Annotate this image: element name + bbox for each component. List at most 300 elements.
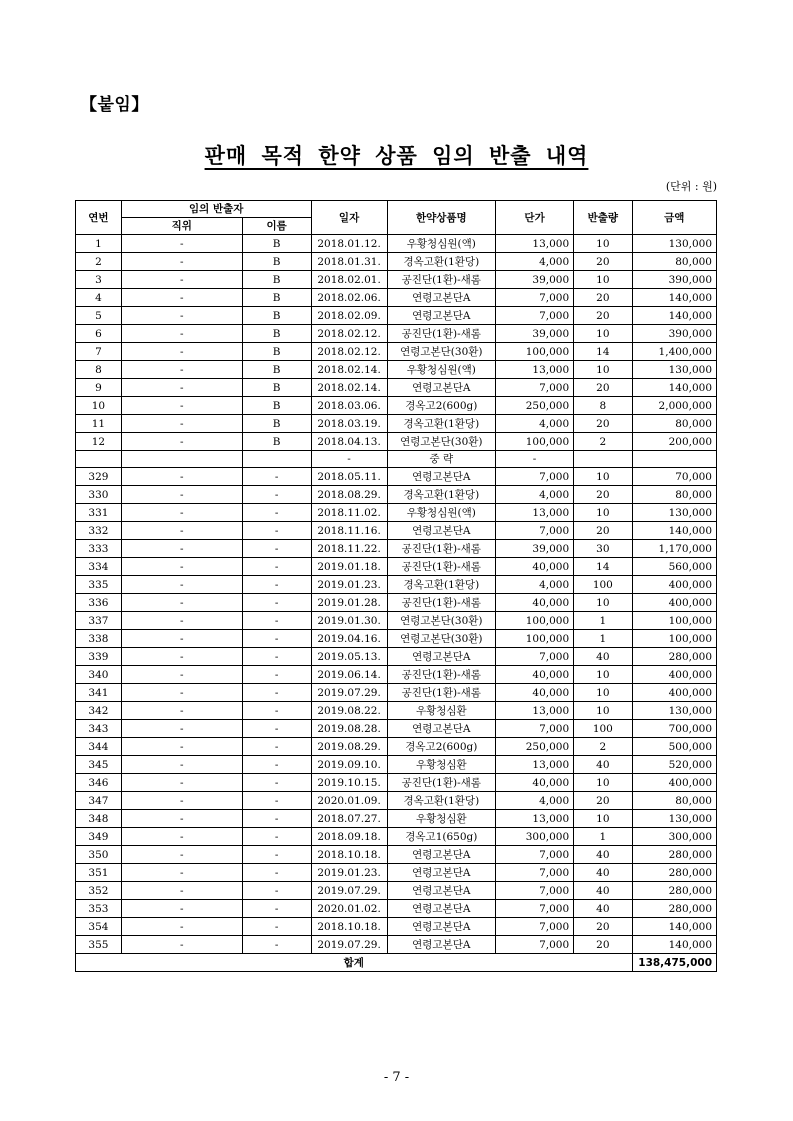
- row-position: -: [121, 900, 242, 918]
- row-unit-price: 100,000: [496, 343, 574, 361]
- row-unit-price: 4,000: [496, 576, 574, 594]
- row-product: 연령고본단A: [387, 882, 495, 900]
- row-quantity: 20: [574, 522, 632, 540]
- table-row: [76, 576, 717, 594]
- row-quantity: 10: [574, 594, 632, 612]
- row-position: -: [121, 774, 242, 792]
- table-row: [76, 468, 717, 486]
- table-row: [76, 612, 717, 630]
- row-date: 2018.11.16.: [311, 522, 387, 540]
- row-product: 경옥고2(600g): [387, 738, 495, 756]
- row-product: 경옥고환(1환당): [387, 576, 495, 594]
- row-name: -: [242, 666, 311, 684]
- row-amount: 130,000: [632, 361, 716, 379]
- gap-unit-price: -: [496, 451, 574, 468]
- row-name: B: [242, 343, 311, 361]
- row-unit-price: 40,000: [496, 684, 574, 702]
- row-position: -: [121, 397, 242, 415]
- row-unit-price: 40,000: [496, 558, 574, 576]
- row-position: -: [121, 828, 242, 846]
- row-position: -: [121, 361, 242, 379]
- table-row: [76, 540, 717, 558]
- row-amount: 70,000: [632, 468, 716, 486]
- row-product: 연령고본단A: [387, 846, 495, 864]
- row-quantity: 10: [574, 325, 632, 343]
- row-position: -: [121, 325, 242, 343]
- row-serial: 350: [76, 846, 122, 864]
- row-date: 2019.07.29.: [311, 882, 387, 900]
- row-quantity: 100: [574, 576, 632, 594]
- table-row: [76, 792, 717, 810]
- row-unit-price: 40,000: [496, 594, 574, 612]
- row-name: -: [242, 468, 311, 486]
- row-serial: 343: [76, 720, 122, 738]
- row-name: B: [242, 253, 311, 271]
- row-name: -: [242, 540, 311, 558]
- row-quantity: 40: [574, 846, 632, 864]
- row-product: 우황청심원(액): [387, 361, 495, 379]
- row-date: 2018.10.18.: [311, 918, 387, 936]
- table-row: [76, 379, 717, 397]
- row-date: 2018.07.27.: [311, 810, 387, 828]
- gap-date: -: [311, 451, 387, 468]
- row-position: -: [121, 486, 242, 504]
- row-serial: 348: [76, 810, 122, 828]
- table-row: [76, 702, 717, 720]
- row-position: -: [121, 576, 242, 594]
- row-product: 경옥고2(600g): [387, 397, 495, 415]
- row-name: -: [242, 882, 311, 900]
- row-serial: 353: [76, 900, 122, 918]
- row-unit-price: 7,000: [496, 522, 574, 540]
- row-name: -: [242, 486, 311, 504]
- row-serial: 1: [76, 235, 122, 253]
- row-name: -: [242, 702, 311, 720]
- row-serial: 6: [76, 325, 122, 343]
- row-name: -: [242, 630, 311, 648]
- row-date: 2018.02.12.: [311, 325, 387, 343]
- row-product: 연령고본단A: [387, 379, 495, 397]
- row-serial: 336: [76, 594, 122, 612]
- row-unit-price: 300,000: [496, 828, 574, 846]
- row-serial: 4: [76, 289, 122, 307]
- row-name: B: [242, 325, 311, 343]
- row-position: -: [121, 271, 242, 289]
- row-quantity: 40: [574, 864, 632, 882]
- row-date: 2019.04.16.: [311, 630, 387, 648]
- row-date: 2018.10.18.: [311, 846, 387, 864]
- gap-cell: [632, 451, 716, 468]
- row-amount: 400,000: [632, 684, 716, 702]
- row-quantity: 20: [574, 486, 632, 504]
- row-quantity: 20: [574, 379, 632, 397]
- table-row: [76, 558, 717, 576]
- table-row: [76, 307, 717, 325]
- row-name: -: [242, 828, 311, 846]
- row-date: 2019.01.23.: [311, 864, 387, 882]
- row-quantity: 1: [574, 828, 632, 846]
- row-position: -: [121, 343, 242, 361]
- row-serial: 339: [76, 648, 122, 666]
- row-amount: 390,000: [632, 271, 716, 289]
- row-position: -: [121, 522, 242, 540]
- row-date: 2018.02.01.: [311, 271, 387, 289]
- row-name: -: [242, 720, 311, 738]
- row-unit-price: 40,000: [496, 666, 574, 684]
- row-name: -: [242, 810, 311, 828]
- row-amount: 520,000: [632, 756, 716, 774]
- row-unit-price: 4,000: [496, 486, 574, 504]
- row-date: 2018.02.12.: [311, 343, 387, 361]
- row-product: 우황청심원(액): [387, 235, 495, 253]
- row-position: -: [121, 504, 242, 522]
- row-quantity: 1: [574, 612, 632, 630]
- row-position: -: [121, 882, 242, 900]
- header-position: 직위: [121, 218, 242, 235]
- row-position: -: [121, 810, 242, 828]
- row-position: -: [121, 846, 242, 864]
- row-position: -: [121, 702, 242, 720]
- row-quantity: 10: [574, 271, 632, 289]
- row-serial: 333: [76, 540, 122, 558]
- row-product: 연령고본단A: [387, 918, 495, 936]
- row-amount: 200,000: [632, 433, 716, 451]
- row-position: -: [121, 864, 242, 882]
- row-date: 2018.09.18.: [311, 828, 387, 846]
- row-serial: 341: [76, 684, 122, 702]
- row-product: 공진단(1환)-새롬: [387, 666, 495, 684]
- row-product: 경옥고환(1환당): [387, 486, 495, 504]
- row-serial: 344: [76, 738, 122, 756]
- row-name: B: [242, 361, 311, 379]
- table-row: [76, 918, 717, 936]
- row-name: B: [242, 415, 311, 433]
- row-quantity: 20: [574, 289, 632, 307]
- row-product: 연령고본단A: [387, 720, 495, 738]
- header-serial: 연번: [76, 201, 122, 235]
- row-name: -: [242, 648, 311, 666]
- row-position: -: [121, 289, 242, 307]
- row-position: -: [121, 792, 242, 810]
- row-serial: 347: [76, 792, 122, 810]
- table-row: [76, 684, 717, 702]
- table-row: [76, 433, 717, 451]
- row-serial: 331: [76, 504, 122, 522]
- table-row: [76, 504, 717, 522]
- row-quantity: 10: [574, 774, 632, 792]
- row-date: 2018.02.06.: [311, 289, 387, 307]
- row-serial: 349: [76, 828, 122, 846]
- row-date: 2018.01.12.: [311, 235, 387, 253]
- row-product: 우황청심환: [387, 702, 495, 720]
- row-position: -: [121, 415, 242, 433]
- row-date: 2018.11.22.: [311, 540, 387, 558]
- row-amount: 140,000: [632, 918, 716, 936]
- table-body-gap: [76, 451, 717, 468]
- row-quantity: 2: [574, 738, 632, 756]
- row-date: 2019.08.28.: [311, 720, 387, 738]
- row-amount: 1,400,000: [632, 343, 716, 361]
- row-product: 우황청심환: [387, 810, 495, 828]
- row-name: -: [242, 846, 311, 864]
- row-date: 2018.01.31.: [311, 253, 387, 271]
- row-product: 경옥고환(1환당): [387, 415, 495, 433]
- row-position: -: [121, 235, 242, 253]
- row-product: 공진단(1환)-새롬: [387, 540, 495, 558]
- row-unit-price: 7,000: [496, 936, 574, 954]
- row-date: 2018.11.02.: [311, 504, 387, 522]
- row-unit-price: 7,000: [496, 846, 574, 864]
- row-amount: 560,000: [632, 558, 716, 576]
- row-amount: 80,000: [632, 792, 716, 810]
- row-amount: 400,000: [632, 774, 716, 792]
- row-amount: 280,000: [632, 882, 716, 900]
- row-product: 경옥고1(650g): [387, 828, 495, 846]
- row-unit-price: 39,000: [496, 540, 574, 558]
- row-position: -: [121, 468, 242, 486]
- table-row: [76, 828, 717, 846]
- row-unit-price: 7,000: [496, 882, 574, 900]
- table-row: [76, 361, 717, 379]
- row-quantity: 14: [574, 558, 632, 576]
- row-position: -: [121, 756, 242, 774]
- row-unit-price: 100,000: [496, 630, 574, 648]
- row-product: 우황청심환: [387, 756, 495, 774]
- row-serial: 12: [76, 433, 122, 451]
- row-product: 공진단(1환)-새롬: [387, 684, 495, 702]
- row-date: 2019.07.29.: [311, 684, 387, 702]
- row-quantity: 10: [574, 666, 632, 684]
- row-position: -: [121, 379, 242, 397]
- row-amount: 500,000: [632, 738, 716, 756]
- row-serial: 5: [76, 307, 122, 325]
- row-name: -: [242, 684, 311, 702]
- row-unit-price: 100,000: [496, 612, 574, 630]
- row-amount: 2,000,000: [632, 397, 716, 415]
- header-amount: 금액: [632, 201, 716, 235]
- row-serial: 335: [76, 576, 122, 594]
- row-unit-price: 13,000: [496, 810, 574, 828]
- header-exporter-group: 임의 반출자: [121, 201, 311, 218]
- row-serial: 346: [76, 774, 122, 792]
- row-date: 2018.04.13.: [311, 433, 387, 451]
- row-amount: 100,000: [632, 612, 716, 630]
- header-quantity: 반출량: [574, 201, 632, 235]
- row-amount: 280,000: [632, 864, 716, 882]
- export-ledger-table: [75, 200, 717, 972]
- row-serial: 8: [76, 361, 122, 379]
- row-quantity: 40: [574, 882, 632, 900]
- row-serial: 337: [76, 612, 122, 630]
- row-product: 연령고본단A: [387, 864, 495, 882]
- row-quantity: 10: [574, 361, 632, 379]
- row-product: 연령고본단A: [387, 900, 495, 918]
- row-quantity: 20: [574, 415, 632, 433]
- row-quantity: 10: [574, 810, 632, 828]
- table-row: [76, 864, 717, 882]
- row-date: 2019.07.29.: [311, 936, 387, 954]
- row-amount: 140,000: [632, 289, 716, 307]
- row-serial: 330: [76, 486, 122, 504]
- row-unit-price: 7,000: [496, 900, 574, 918]
- row-date: 2018.03.06.: [311, 397, 387, 415]
- row-name: -: [242, 504, 311, 522]
- row-unit-price: 100,000: [496, 433, 574, 451]
- header-name: 이름: [242, 218, 311, 235]
- table-row: [76, 253, 717, 271]
- row-amount: 700,000: [632, 720, 716, 738]
- row-product: 공진단(1환)-새롬: [387, 271, 495, 289]
- row-amount: 130,000: [632, 235, 716, 253]
- row-position: -: [121, 936, 242, 954]
- row-amount: 300,000: [632, 828, 716, 846]
- row-unit-price: 4,000: [496, 792, 574, 810]
- table-row: [76, 343, 717, 361]
- row-quantity: 20: [574, 918, 632, 936]
- table-row: [76, 594, 717, 612]
- total-label: 합계: [76, 954, 633, 972]
- row-name: -: [242, 918, 311, 936]
- row-amount: 140,000: [632, 379, 716, 397]
- row-quantity: 8: [574, 397, 632, 415]
- table-row: [76, 630, 717, 648]
- row-amount: 140,000: [632, 936, 716, 954]
- row-amount: 400,000: [632, 594, 716, 612]
- row-unit-price: 4,000: [496, 415, 574, 433]
- row-name: B: [242, 397, 311, 415]
- row-unit-price: 7,000: [496, 307, 574, 325]
- document-title-text: 판매 목적 한약 상품 임의 반출 내역: [204, 144, 589, 168]
- row-unit-price: 7,000: [496, 468, 574, 486]
- row-date: 2019.01.30.: [311, 612, 387, 630]
- row-unit-price: 7,000: [496, 720, 574, 738]
- row-unit-price: 39,000: [496, 325, 574, 343]
- row-serial: 342: [76, 702, 122, 720]
- row-quantity: 20: [574, 936, 632, 954]
- row-quantity: 40: [574, 648, 632, 666]
- row-unit-price: 250,000: [496, 738, 574, 756]
- table-body-top: [76, 235, 717, 451]
- row-name: -: [242, 594, 311, 612]
- row-position: -: [121, 918, 242, 936]
- table-row: [76, 720, 717, 738]
- table-row: [76, 325, 717, 343]
- row-amount: 390,000: [632, 325, 716, 343]
- row-serial: 332: [76, 522, 122, 540]
- row-position: -: [121, 684, 242, 702]
- row-amount: 140,000: [632, 522, 716, 540]
- row-serial: 352: [76, 882, 122, 900]
- row-name: -: [242, 738, 311, 756]
- row-amount: 280,000: [632, 900, 716, 918]
- header-unit-price: 단가: [496, 201, 574, 235]
- row-date: 2019.08.22.: [311, 702, 387, 720]
- document-title: [0, 140, 793, 170]
- row-unit-price: 13,000: [496, 235, 574, 253]
- row-serial: 345: [76, 756, 122, 774]
- header-date: 일자: [311, 201, 387, 235]
- row-name: -: [242, 522, 311, 540]
- row-amount: 100,000: [632, 630, 716, 648]
- row-name: -: [242, 792, 311, 810]
- row-position: -: [121, 648, 242, 666]
- row-amount: 130,000: [632, 810, 716, 828]
- row-serial: 351: [76, 864, 122, 882]
- row-date: 2019.05.13.: [311, 648, 387, 666]
- row-quantity: 40: [574, 900, 632, 918]
- row-serial: 3: [76, 271, 122, 289]
- table-row: [76, 900, 717, 918]
- row-name: -: [242, 936, 311, 954]
- row-date: 2020.01.02.: [311, 900, 387, 918]
- row-position: -: [121, 253, 242, 271]
- row-name: B: [242, 271, 311, 289]
- row-product: 공진단(1환)-새롬: [387, 594, 495, 612]
- row-name: B: [242, 433, 311, 451]
- row-amount: 130,000: [632, 504, 716, 522]
- row-amount: 1,170,000: [632, 540, 716, 558]
- row-position: -: [121, 612, 242, 630]
- row-serial: 334: [76, 558, 122, 576]
- row-quantity: 10: [574, 504, 632, 522]
- row-quantity: 40: [574, 756, 632, 774]
- row-date: 2019.01.28.: [311, 594, 387, 612]
- row-unit-price: 13,000: [496, 702, 574, 720]
- row-date: 2018.02.14.: [311, 361, 387, 379]
- row-product: 공진단(1환)-새롬: [387, 774, 495, 792]
- row-quantity: 1: [574, 630, 632, 648]
- row-date: 2019.09.10.: [311, 756, 387, 774]
- row-name: -: [242, 576, 311, 594]
- row-position: -: [121, 540, 242, 558]
- gap-cell: [76, 451, 122, 468]
- row-unit-price: 7,000: [496, 918, 574, 936]
- table-row: [76, 666, 717, 684]
- row-serial: 340: [76, 666, 122, 684]
- row-quantity: 10: [574, 684, 632, 702]
- row-date: 2018.02.14.: [311, 379, 387, 397]
- row-serial: 329: [76, 468, 122, 486]
- row-product: 공진단(1환)-새롬: [387, 558, 495, 576]
- row-amount: 80,000: [632, 253, 716, 271]
- row-product: 연령고본단A: [387, 468, 495, 486]
- row-date: 2019.06.14.: [311, 666, 387, 684]
- table-row: [76, 810, 717, 828]
- row-quantity: 10: [574, 235, 632, 253]
- row-product: 우황청심원(액): [387, 504, 495, 522]
- row-unit-price: 13,000: [496, 504, 574, 522]
- table-row: [76, 522, 717, 540]
- row-unit-price: 39,000: [496, 271, 574, 289]
- row-name: -: [242, 558, 311, 576]
- row-position: -: [121, 666, 242, 684]
- table-row: [76, 486, 717, 504]
- row-name: -: [242, 900, 311, 918]
- row-quantity: 10: [574, 702, 632, 720]
- row-name: -: [242, 612, 311, 630]
- row-quantity: 100: [574, 720, 632, 738]
- row-quantity: 20: [574, 792, 632, 810]
- row-date: 2018.03.19.: [311, 415, 387, 433]
- row-date: 2020.01.09.: [311, 792, 387, 810]
- table-row: [76, 936, 717, 954]
- row-name: -: [242, 774, 311, 792]
- row-name: -: [242, 864, 311, 882]
- row-position: -: [121, 433, 242, 451]
- header-product: 한약상품명: [387, 201, 495, 235]
- table-row: [76, 235, 717, 253]
- row-amount: 80,000: [632, 415, 716, 433]
